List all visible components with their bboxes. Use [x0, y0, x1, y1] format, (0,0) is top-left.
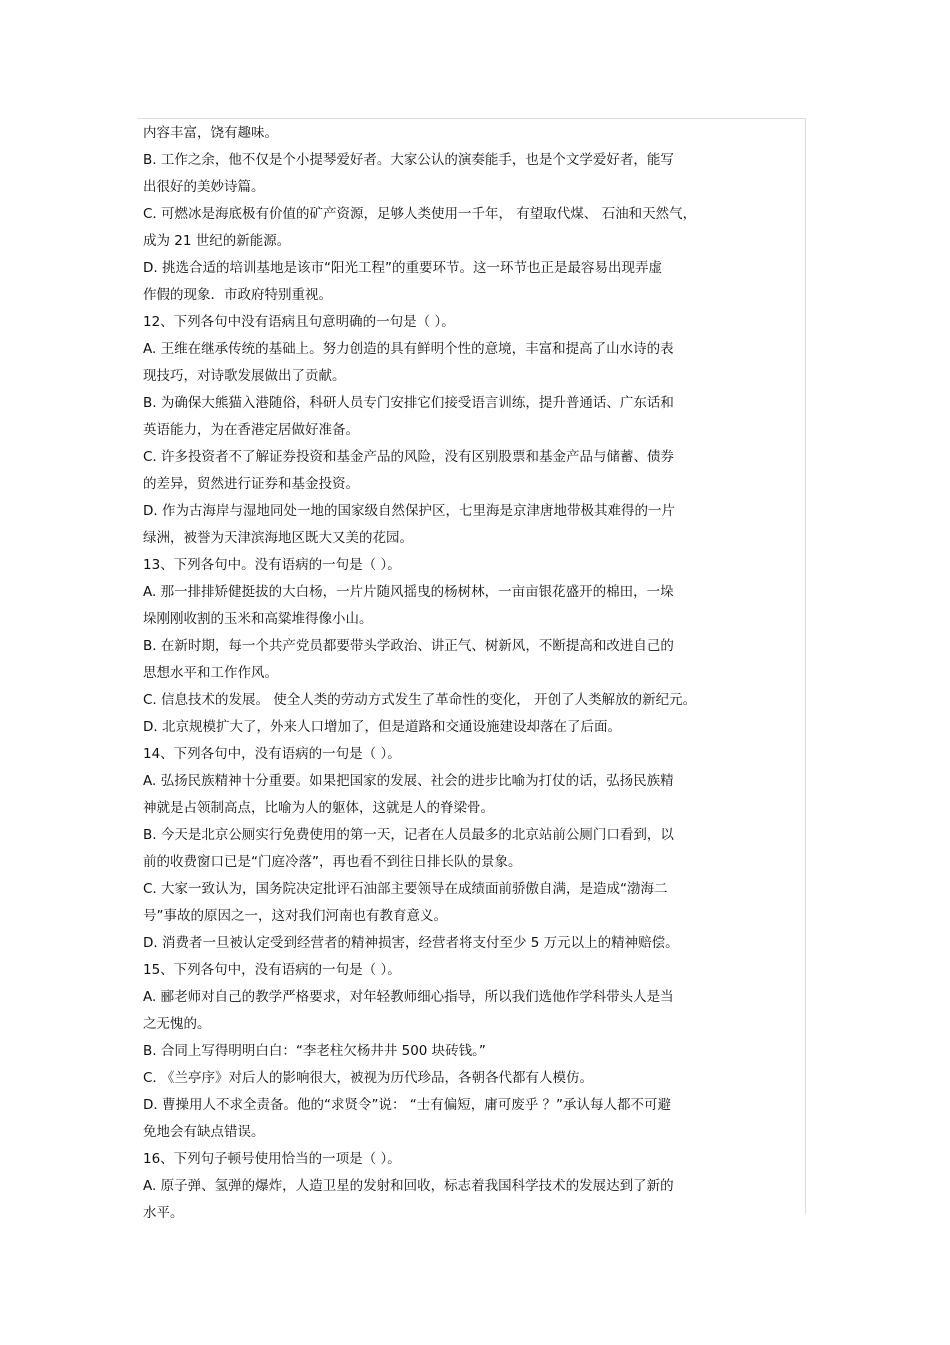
text-line: A. 原子弹、氢弹的爆炸，人造卫星的发射和回收，标志着我国科学技术的发展达到了新的 — [143, 1178, 674, 1194]
text-line: 英语能力，为在香港定居做好准备。 — [143, 422, 359, 438]
text-line: B. 工作之余，他不仅是个小提琴爱好者。大家公认的演奏能手，也是个文学爱好者，能写 — [143, 152, 674, 168]
question-16-stem: 16、下列句子顿号使用恰当的一项是（ ）。 — [143, 1151, 401, 1167]
text-line: C. 《兰亭序》对后人的影响很大，被视为历代珍品，各朝各代都有人模仿。 — [143, 1070, 594, 1086]
text-line: 绿洲，被誉为天津滨海地区既大又美的花园。 — [143, 530, 413, 546]
text-line: 思想水平和工作作风。 — [143, 665, 278, 681]
text-line: C. 信息技术的发展。 使全人类的劳动方式发生了革命性的变化， 开创了人类解放的新纪元。 — [143, 692, 697, 708]
text-line: 前的收费窗口已是“门庭冷落”，再也看不到往日排长队的景象。 — [143, 854, 522, 870]
question-12-stem: 12、下列各句中没有语病且句意明确的一句是（ ）。 — [143, 314, 455, 330]
text-line: A. 那一排排矫健挺拔的大白杨，一片片随风摇曳的杨树林，一亩亩银花盛开的棉田，一垛 — [143, 584, 674, 600]
text-line: B. 为确保大熊猫入港随俗，科研人员专门安排它们接受语言训练，提升普通话、广东话和 — [143, 395, 674, 411]
text-line: 垛刚刚收割的玉米和高粱堆得像小山。 — [143, 611, 373, 627]
text-line: A. 弘扬民族精神十分重要。如果把国家的发展、社会的进步比喻为打仗的话，弘扬民族精 — [143, 773, 674, 789]
text-line: D. 消费者一旦被认定受到经营者的精神损害，经营者将支付至少 5 万元以上的精神赔偿。 — [143, 935, 679, 951]
question-13-stem: 13、下列各句中。没有语病的一句是（ ）。 — [143, 557, 401, 573]
text-line: 的差异，贸然进行证券和基金投资。 — [143, 476, 359, 492]
text-line: A. 王维在继承传统的基础上。努力创造的具有鲜明个性的意境，丰富和提高了山水诗的表 — [143, 341, 674, 357]
text-line: D. 作为古海岸与湿地同处一地的国家级自然保护区，七里海是京津唐地带极其难得的一片 — [143, 503, 675, 519]
question-14-stem: 14、下列各句中，没有语病的一句是（ ）。 — [143, 746, 401, 762]
text-line: 免地会有缺点错误。 — [143, 1124, 265, 1140]
text-line: C. 大家一致认为，国务院决定批评石油部主要领导在成绩面前骄傲自满，是造成“渤海二 — [143, 881, 668, 897]
text-line: D. 北京规模扩大了，外来人口增加了，但是道路和交通设施建设却落在了后面。 — [143, 719, 621, 735]
text-line: 内容丰富，饶有趣味。 — [143, 125, 278, 141]
document-body — [143, 120, 803, 1227]
question-15-stem: 15、下列各句中，没有语病的一句是（ ）。 — [143, 962, 401, 978]
text-line: D. 挑选合适的培训基地是该市“阳光工程”的重要环节。这一环节也正是最容易出现弄虚 — [143, 260, 662, 276]
text-line: C. 可燃冰是海底极有价值的矿产资源，足够人类使用一千年， 有望取代煤、 石油和天然气， — [143, 206, 697, 222]
text-line: 水平。 — [143, 1205, 184, 1221]
text-line: 现技巧，对诗歌发展做出了贡献。 — [143, 368, 346, 384]
text-line: 之无愧的。 — [143, 1016, 211, 1032]
text-line: 作假的现象．市政府特别重视。 — [143, 287, 332, 303]
text-line: B. 今天是北京公厕实行免费使用的第一天，记者在人员最多的北京站前公厕门口看到，以 — [143, 827, 674, 843]
text-line: B. 合同上写得明明白白：“李老柱欠杨井井 500 块砖钱。” — [143, 1043, 486, 1059]
text-line: 出很好的美妙诗篇。 — [143, 179, 265, 195]
text-line: 号”事故的原因之一，这对我们河南也有教育意义。 — [143, 908, 447, 924]
text-line: C. 许多投资者不了解证券投资和基金产品的风险，没有区别股票和基金产品与储蓄、债券 — [143, 449, 675, 465]
text-line: B. 在新时期，每一个共产党员都要带头学政治、讲正气、树新风，不断提高和改进自己的 — [143, 638, 674, 654]
text-line: 成为 21 世纪的新能源。 — [143, 233, 291, 249]
text-line: D. 曹操用人不求全责备。他的“求贤令”说： “士有偏短，庸可废乎 ？”承认每人都不可避 — [143, 1097, 672, 1113]
text-line: A. 郦老师对自己的教学严格要求，对年轻教师细心指导，所以我们选他作学科带头人是当 — [143, 989, 674, 1005]
text-line: 神就是占领制高点，比喻为人的躯体，这就是人的脊梁骨。 — [143, 800, 494, 816]
